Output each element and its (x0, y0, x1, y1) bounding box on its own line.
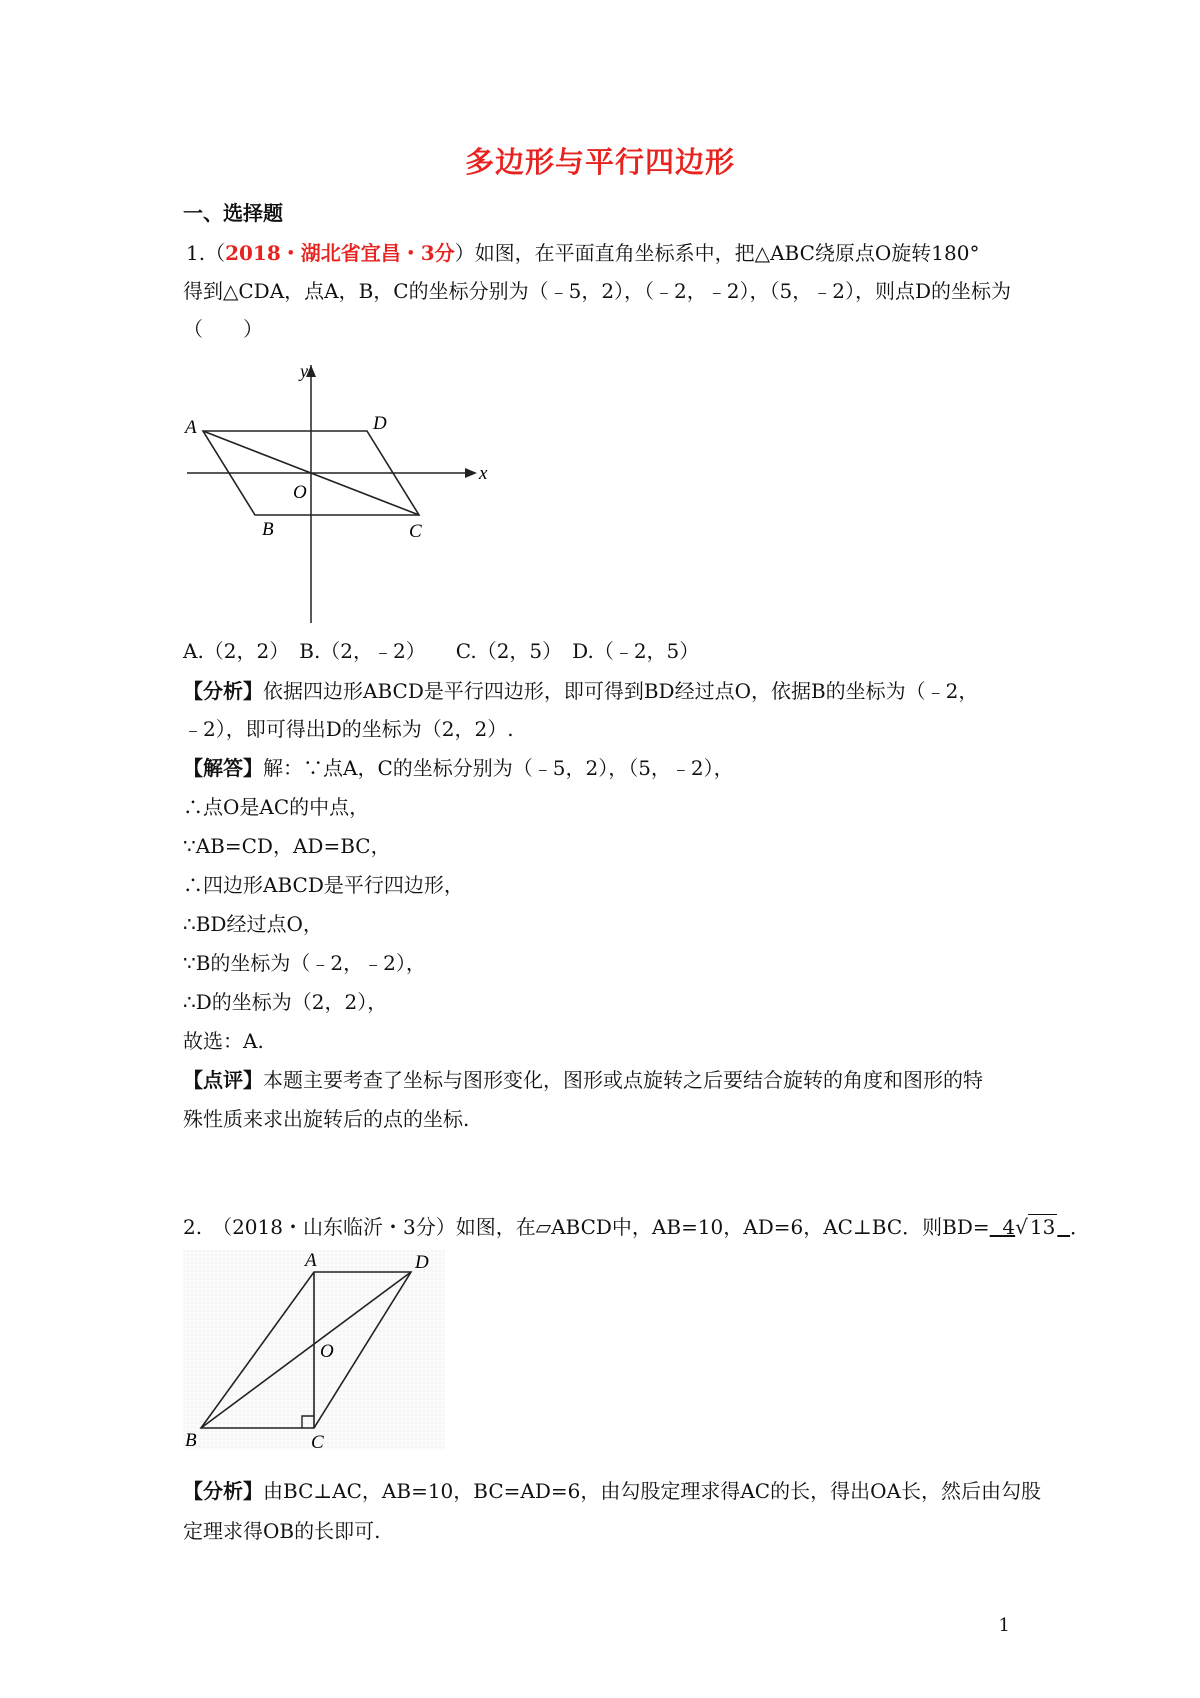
q1-answer-text-1: 解：∵点A，C的坐标分别为（﹣5，2），（5，﹣2）， (263, 756, 734, 780)
q2-label-c: C (311, 1432, 324, 1450)
q1-stem-line-2: 得到△CDA，点A，B，C的坐标分别为（﹣5，2），（﹣2，﹣2），（5，﹣2），则点D的坐标为 (183, 279, 1011, 303)
document-title: 多边形与平行四边形 (464, 145, 735, 179)
q1-label-d: D (373, 413, 387, 434)
q1-answer-line-2: ∴点O是AC的中点， (183, 795, 370, 819)
q2-analysis-text-1: 由BC⊥AC，AB=10，BC=AD=6，由勾股定理求得AC的长，得出OA长，然后由勾股 (263, 1479, 1041, 1503)
q2-answer-coeff: 4 (1002, 1215, 1016, 1239)
q2-analysis-label: 【分析】 (183, 1479, 263, 1503)
q1-answer-line-3: ∵AB=CD，AD=BC， (183, 834, 391, 858)
q2-answer-blank (990, 1215, 1070, 1239)
q1-answer-line-4: ∴四边形ABCD是平行四边形， (183, 873, 464, 897)
q1-stem-text-1: 如图，在平面直角坐标系中，把△ABC绕原点O旋转180° (474, 241, 980, 265)
q1-number: 1.（ (186, 241, 226, 265)
q2-figure-parallelogram (183, 1250, 445, 1450)
q1-answer-line-1 (183, 753, 1033, 783)
q2-stem-before: 2. （2018・山东临沂・3分）如图，在▱ABCD中，AB=10，AD=6，AC⊥BC．则BD= (183, 1215, 990, 1239)
q1-label-o: O (293, 482, 307, 503)
q1-answer-line-5: ∴BD经过点O， (183, 912, 323, 936)
q2-answer-sqrt: √ 13 (1015, 1215, 1056, 1239)
q1-answer-line-7: ∴D的坐标为（2，2）， (183, 990, 388, 1014)
q1-label-a: A (185, 417, 197, 438)
q1-label-x: x (479, 463, 488, 484)
q1-answer-line-6: ∵B的坐标为（﹣2，﹣2）， (183, 951, 426, 975)
q1-answer-line-8: 故选：A. (183, 1029, 264, 1053)
q1-comment-line-2: 殊性质来求出旋转后的点的坐标. (183, 1107, 470, 1131)
q1-source: 2018・湖北省宜昌・3分 (225, 241, 455, 265)
q2-analysis-line-1 (183, 1476, 1041, 1506)
q1-analysis-text-1: 依据四边形ABCD是平行四边形，即可得到BD经过点O，依据B的坐标为（﹣2， (263, 679, 979, 703)
q1-analysis-line-2: ﹣2），即可得出D的坐标为（2，2）. (183, 717, 514, 741)
q1-analysis-line-1 (183, 676, 1033, 706)
q2-label-b: B (185, 1430, 197, 1450)
q1-comment-line-1 (183, 1065, 1033, 1095)
q2-label-d: D (415, 1252, 429, 1273)
q2-label-a: A (305, 1250, 317, 1271)
q1-comment-text-1: 本题主要考查了坐标与图形变化，图形或点旋转之后要结合旋转的角度和图形的特 (263, 1068, 983, 1092)
q1-comment-label: 【点评】 (183, 1068, 263, 1092)
q1-source-close: ） (454, 241, 475, 265)
q2-stem-line (183, 1212, 1091, 1242)
page-number: 1 (998, 1615, 1010, 1636)
q1-figure-coordinate-parallelogram (183, 365, 513, 625)
q1-x-axis-arrow (465, 468, 477, 478)
q1-label-c: C (409, 521, 422, 542)
section-heading: 一、选择题 (183, 201, 283, 225)
q1-stem-line-3: （ ） (183, 317, 263, 341)
q2-stem-after: ． (1070, 1215, 1091, 1239)
q2-label-o: O (320, 1341, 334, 1362)
q1-stem-line-1 (186, 238, 1036, 268)
q1-label-b: B (262, 519, 274, 540)
q1-options: A.（2，2） B.（2，﹣2） C.（2，5） D.（﹣2，5） (183, 639, 700, 663)
q2-analysis-line-2: 定理求得OB的长即可. (183, 1519, 381, 1543)
q2-answer-radicand: 13 (1029, 1215, 1056, 1239)
q1-answer-label: 【解答】 (183, 756, 263, 780)
q1-label-y: y (300, 365, 308, 381)
q1-analysis-label: 【分析】 (183, 679, 263, 703)
